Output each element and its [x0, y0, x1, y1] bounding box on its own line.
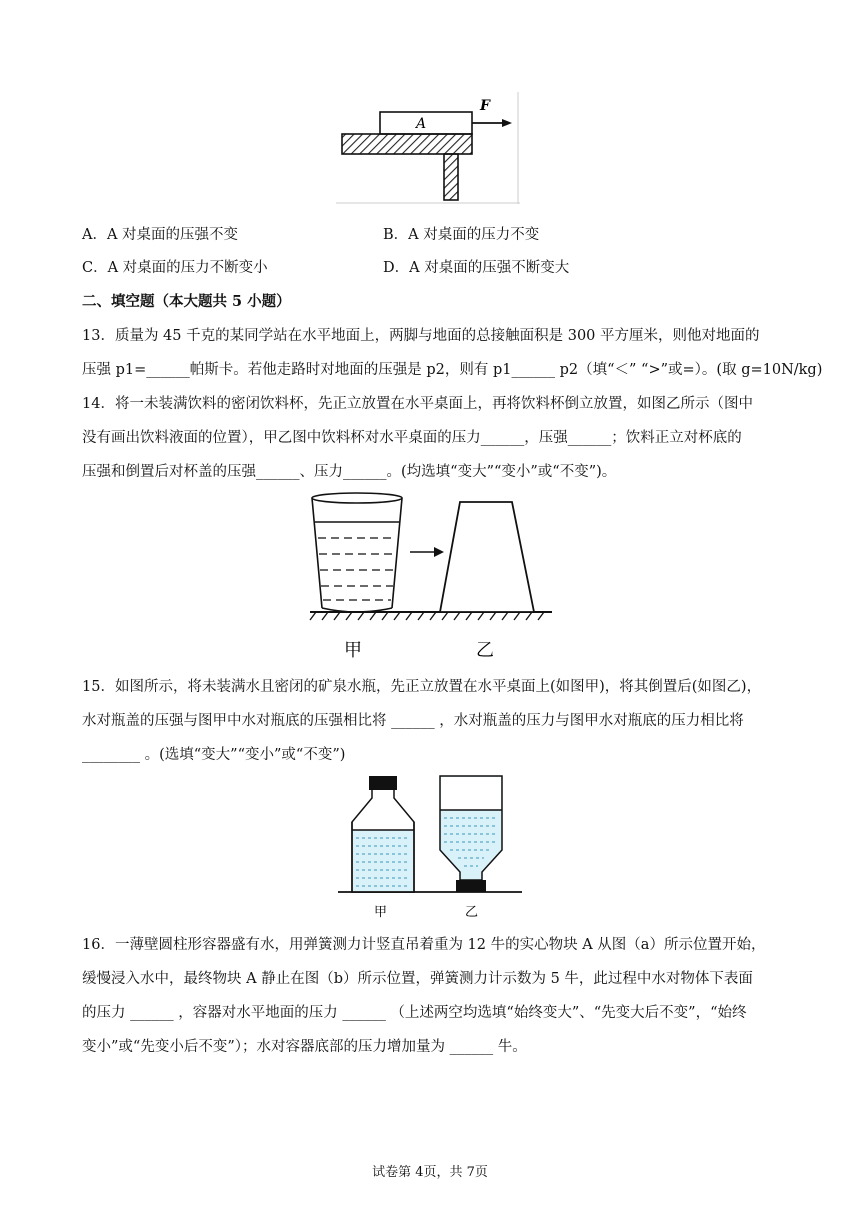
- q16-line-2: 缓慢浸入水中，最终物块 A 静止在图（b）所示位置，弹簧测力计示数为 5 牛，此过程中水对物体下表面: [82, 971, 753, 987]
- q13-line-2: 压强 p1=______帕斯卡。若他走路时对地面的压强是 p2，则有 p1______ p2（填“＜” “>”或=）。(取 g=10N/kg): [82, 362, 823, 378]
- q14-line-3: 压强和倒置后对杯盖的压强______、压力______。(均选填“变大”“变小”或“不变”)。: [82, 464, 617, 480]
- cup-label-left: 甲: [344, 640, 362, 661]
- section-title: 二、填空题（本大题共 5 小题）: [82, 293, 291, 310]
- q15-line-3: ________ 。(选填“变大”“变小”或“不变”): [82, 747, 346, 763]
- block-a-label: A: [416, 116, 427, 132]
- bottle-label-right: 乙: [465, 905, 479, 920]
- cup-inverted: [440, 502, 534, 612]
- tabletop: [342, 134, 472, 154]
- q16-line-3: 的压力 ______ ，容器对水平地面的压力 ______ （上述两空均选填“始终变大”、“先变大后不变”，“始终: [82, 1005, 747, 1021]
- cup-upright: [312, 493, 402, 612]
- q13-line-1: 13．质量为 45 千克的某同学站在水平地面上，两脚与地面的总接触面积是 300 平方厘米，则他对地面的: [82, 328, 760, 344]
- cup-label-right: 乙: [476, 640, 494, 661]
- table-leg: [444, 154, 458, 200]
- q16-line-1: 16．一薄壁圆柱形容器盛有水，用弹簧测力计竖直吊着重为 12 牛的实心物块 A 从图（a）所示位置开始，: [82, 937, 766, 953]
- figure-bottles: [334, 772, 524, 922]
- figure-cups: [306, 488, 556, 668]
- page-footer: 试卷第 4页，共 7页: [372, 1165, 488, 1180]
- figure-block-on-table: [336, 92, 520, 204]
- force-label: F: [480, 98, 490, 114]
- q15-line-2: 水对瓶盖的压强与图甲中水对瓶底的压强相比将 ______ ，水对瓶盖的压力与图甲水对瓶底的压力相比将: [82, 713, 744, 729]
- option-b: B．A 对桌面的压力不变: [383, 227, 540, 243]
- q15-line-1: 15．如图所示，将未装满水且密闭的矿泉水瓶，先正立放置在水平桌面上(如图甲)，将其倒置后(如图乙)，: [82, 679, 762, 695]
- q14-line-1: 14．将一未装满饮料的密闭饮料杯，先正立放置在水平桌面上，再将饮料杯倒立放置，如图乙所示（图中: [82, 396, 753, 412]
- q16-line-4: 变小”或“先变小后不变”）；水对容器底部的压力增加量为 ______ 牛。: [82, 1039, 527, 1055]
- bottle-label-left: 甲: [374, 905, 388, 920]
- q14-line-2: 没有画出饮料液面的位置），甲乙图中饮料杯对水平桌面的压力______，压强______；饮料正立对杯底的: [82, 430, 742, 446]
- option-a: A．A 对桌面的压强不变: [82, 227, 239, 243]
- option-c: C．A 对桌面的压力不断变小: [82, 260, 268, 276]
- option-d: D．A 对桌面的压强不断变大: [383, 260, 570, 276]
